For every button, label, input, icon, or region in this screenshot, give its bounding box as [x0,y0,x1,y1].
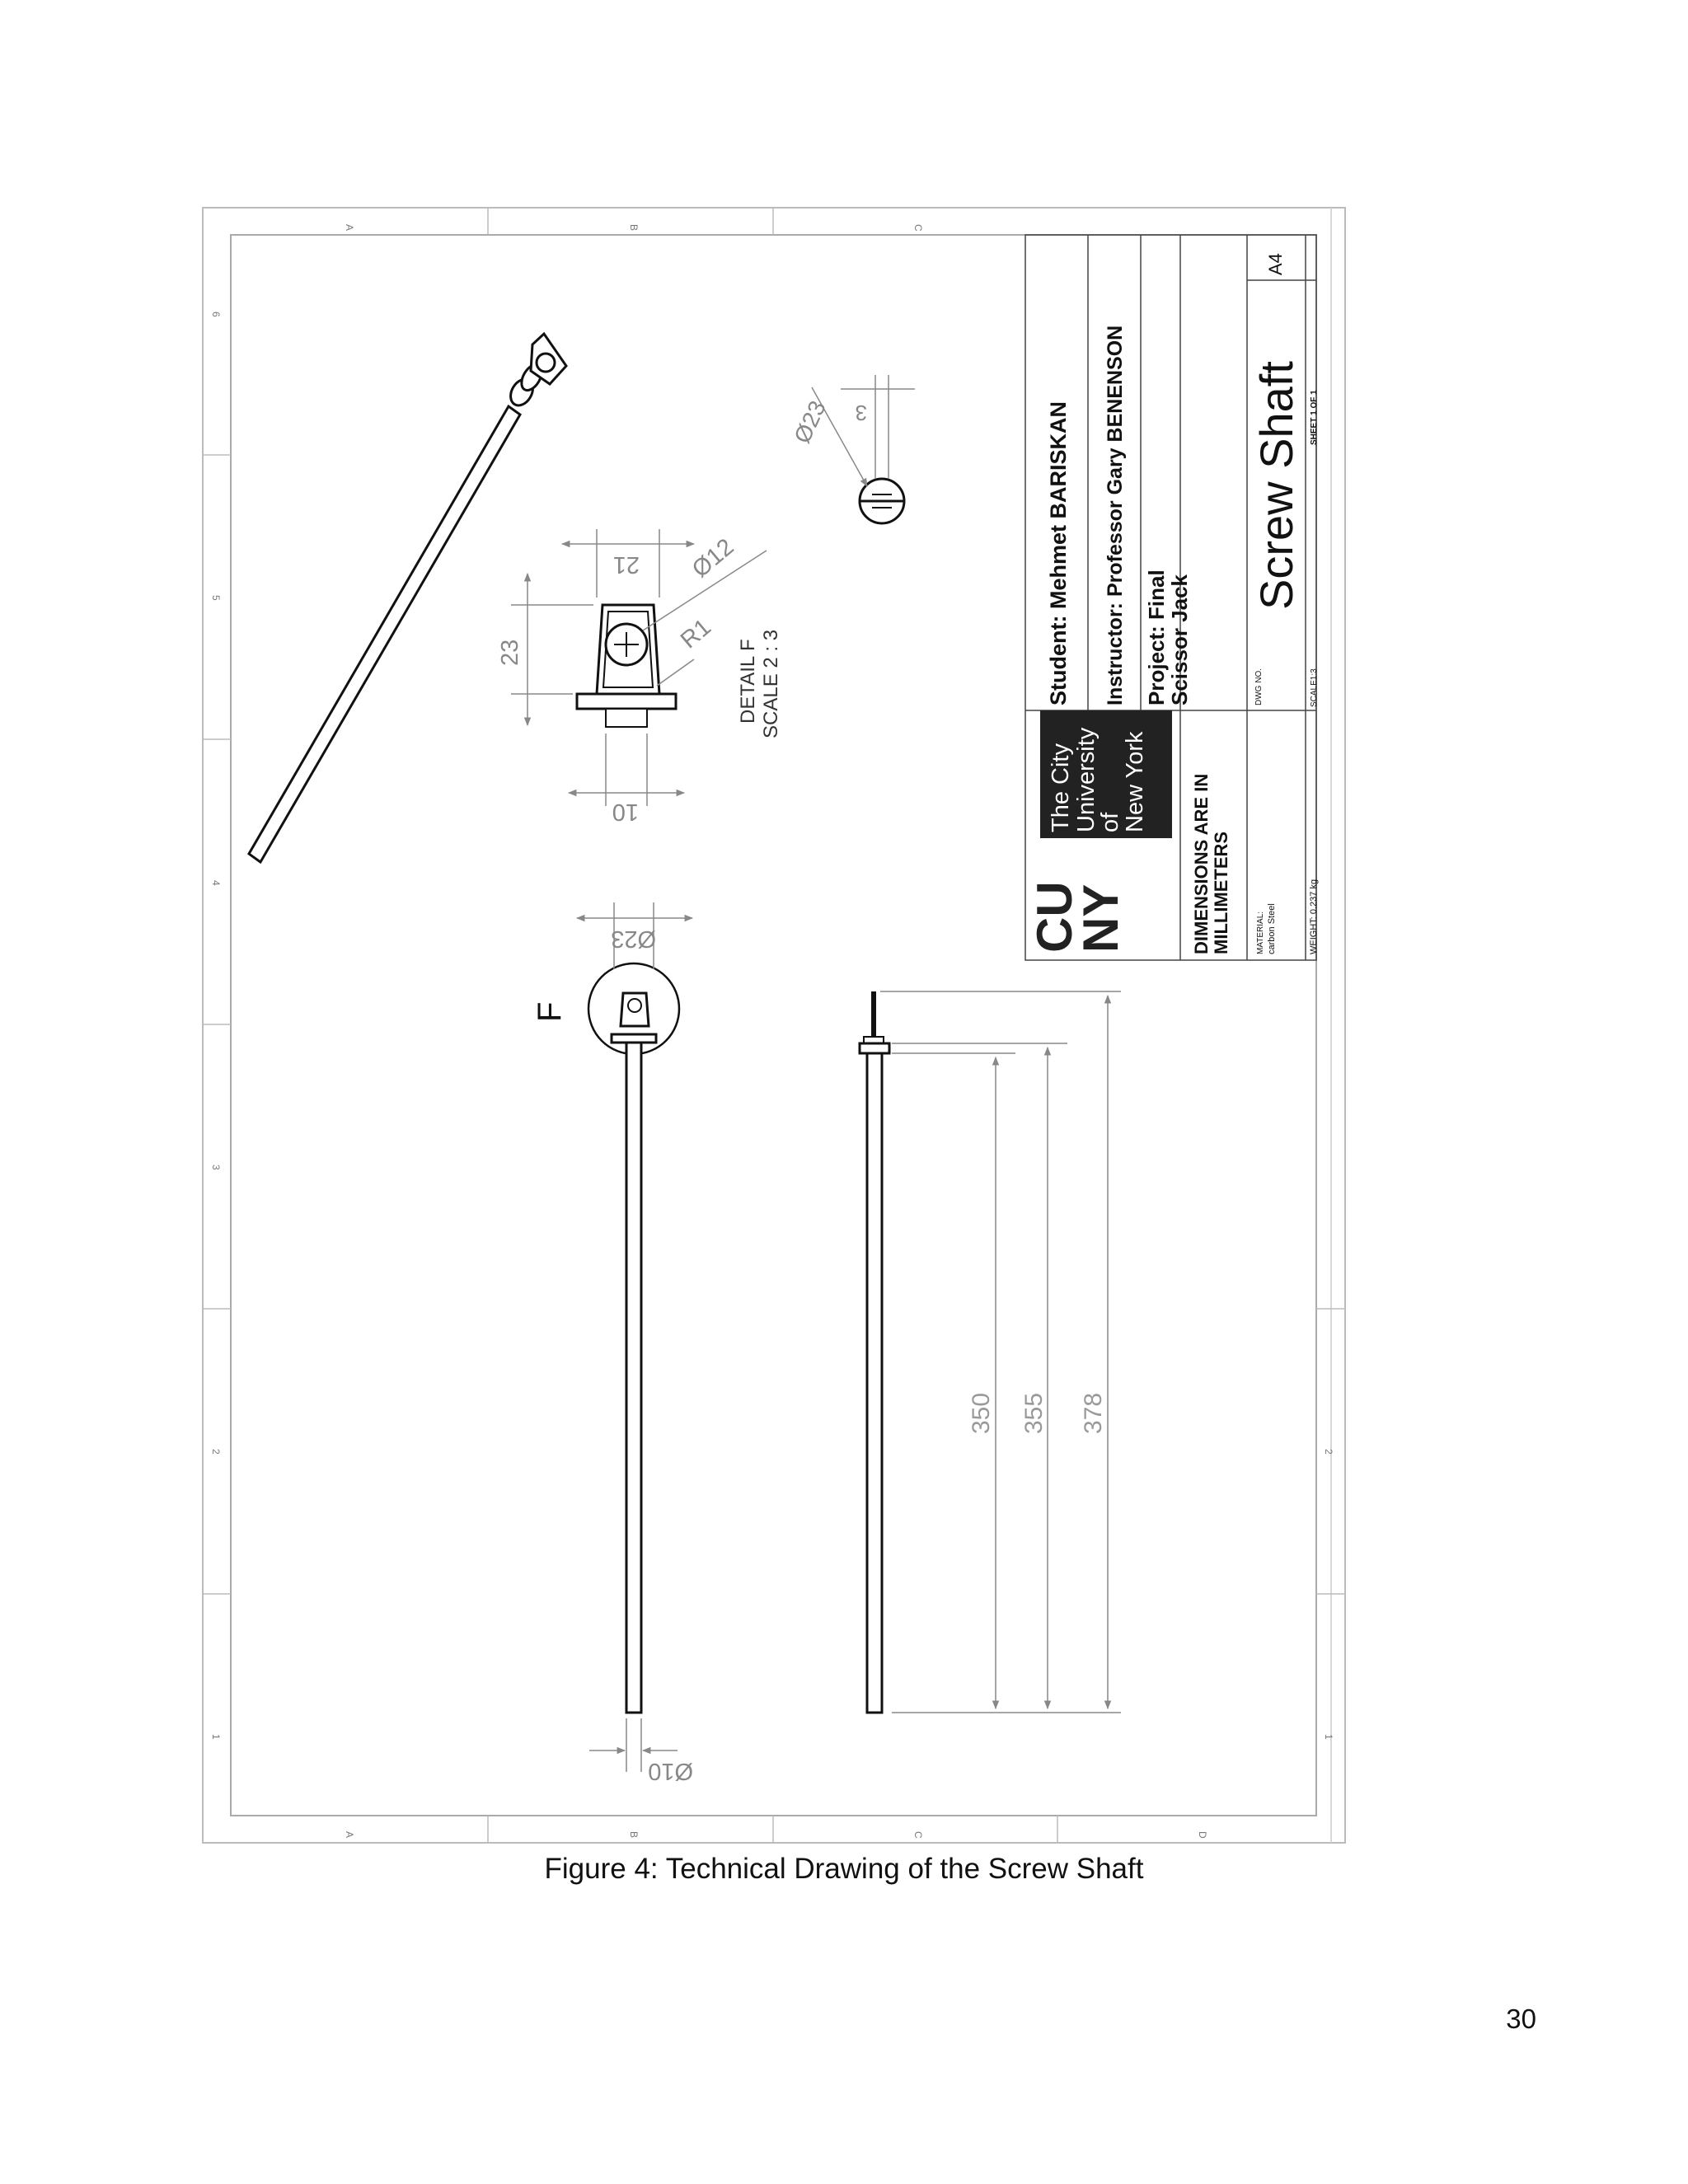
zone-number-right-1: 1 [1323,1734,1334,1740]
project-name-line1: Project: Final [1144,569,1169,705]
section-dim-dia23: Ø23 [789,396,831,448]
zone-number-left-5: 5 [210,595,222,601]
material-label: MATERIAL: [1256,911,1265,954]
section-view [789,375,915,523]
length-dim-355: 355 [1020,1392,1048,1434]
cuny-logo [1027,710,1172,953]
zone-letter-bottom-b: B [628,1831,640,1839]
zone-letter-bottom-a: A [344,1831,355,1839]
length-dim-378: 378 [1080,1392,1107,1434]
detail-dim-21: 21 [612,551,640,578]
svg-text:University: University [1073,727,1100,832]
section-dim-3: 3 [855,401,867,425]
zone-letter-top-a: A [344,224,355,232]
figure-caption: Figure 4: Technical Drawing of the Screw Shaft [544,1853,1144,1885]
length-dim-350: 350 [968,1392,995,1434]
zone-number-left-2: 2 [210,1449,222,1455]
sheet-outer-border [203,208,1345,1843]
project-name-line2: Scissor Jack [1167,574,1192,705]
svg-text:CU: CU [1027,881,1082,953]
units-note-line1: DIMENSIONS ARE IN [1191,773,1212,954]
zone-markers [210,224,1334,1839]
page-number: 30 [1506,2004,1536,2034]
detail-dim-r1: R1 [675,614,716,654]
part-weight: WEIGHT: 0.237 kg [1309,879,1319,954]
svg-text:NY: NY [1073,883,1128,953]
zone-letter-bottom-c: C [912,1831,924,1839]
drawing-title: Screw Shaft [1250,361,1302,610]
front-view [532,902,693,1784]
detail-f-marker: F [532,1001,568,1022]
detail-dim-10: 10 [612,799,639,825]
detail-dim-dia12: Ø12 [687,533,739,583]
side-view [860,991,1121,1713]
instructor-name: Instructor: Professor Gary BENENSON [1104,325,1127,705]
isometric-view [249,334,566,862]
shaft-dim-dia10: Ø10 [648,1758,693,1784]
zone-number-left-1: 1 [210,1734,222,1740]
detail-f-view [497,529,782,825]
sheet-inner-border [231,235,1316,1816]
svg-text:The City: The City [1048,743,1074,832]
detail-scale-label: SCALE 2 : 3 [760,629,782,738]
detail-label: DETAIL F [737,639,759,724]
zone-letter-bottom-d: D [1197,1831,1208,1839]
detail-dim-23: 23 [497,639,523,666]
drawing-scale: SCALE1:3 [1310,668,1319,707]
sheet-count: SHEET 1 OF 1 [1310,390,1319,445]
svg-text:of: of [1097,812,1123,832]
student-name: Student: Mehmet BARISKAN [1046,401,1071,705]
material-value: carbon Steel [1267,903,1277,954]
zone-number-left-3: 3 [210,1165,222,1170]
zone-number-right-2: 2 [1323,1449,1334,1455]
zone-letter-top-c: C [912,224,924,232]
head-dim-dia23: Ø23 [611,926,656,952]
zone-number-left-4: 4 [210,880,222,886]
drawing-number-label: DWG NO. [1254,668,1264,705]
units-note-line2: MILLIMETERS [1211,831,1231,954]
svg-text:New York: New York [1122,731,1148,832]
title-block-text [1046,253,1319,954]
zone-number-left-6: 6 [210,312,222,317]
zone-letter-top-b: B [628,224,640,232]
sheet-size: A4 [1265,253,1286,275]
